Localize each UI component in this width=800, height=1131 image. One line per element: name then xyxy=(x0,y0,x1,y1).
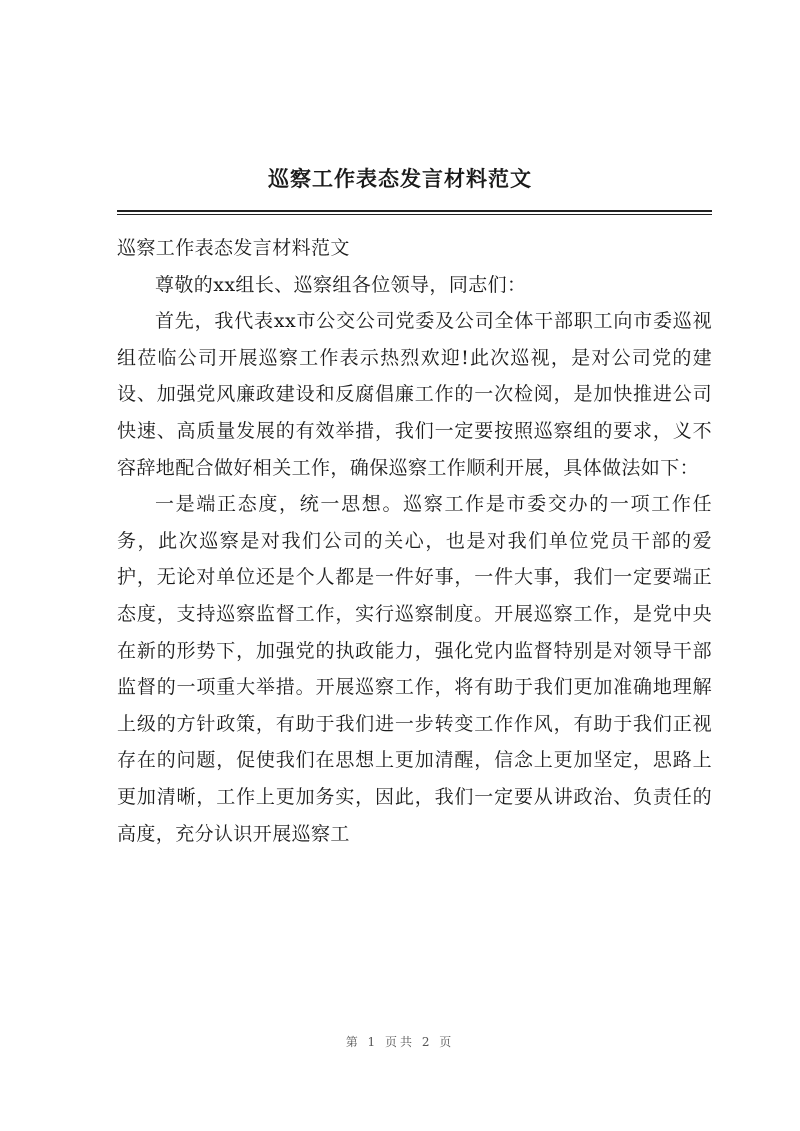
salutation: 尊敬的xx组长、巡察组各位领导，同志们： xyxy=(155,273,527,296)
paragraph-point-one: 一是端正态度，统一思想。巡察工作是市委交办的一项工作任务，此次巡察是对我们公司的关心，也是对我们单位党员干部的爱护，无论对单位还是个人都是一件好事，一件大事，我们一定要端正态度，支持巡察监督工作，实行巡察制度。开展巡察工作，是党中央在新的形势下，加强党的执政能力，强化党内监督特别是对领导干部监督的一项重大举措。开展巡察工作，将有助于我们更加准确地理解上级的方针政策，有助于我们进一步转变工作作风，有助于我们正视存在的问题，促使我们在思想上更加清醒，信念上更加坚定，思路上更加清晰，工作上更加务实，因此，我们一定要从讲政治、负责任的高度，充分认识开展巡察工 xyxy=(117,493,712,845)
body-heading: 巡察工作表态发言材料范文 xyxy=(117,237,350,259)
page-title: 巡察工作表态发言材料范文 xyxy=(268,166,532,191)
document-body xyxy=(117,230,712,852)
title-divider-thin xyxy=(117,214,712,215)
paragraph-intro: 首先，我代表xx市公交公司党委及公司全体干部职工向市委巡视组莅临公司开展巡察工作表示热烈欢迎!此次巡视，是对公司党的建设、加强党风廉政建设和反腐倡廉工作的一次检阅，是加快推进公司快速、高质量发展的有效举措，我们一定要按照巡察组的要求，义不容辞地配合做好相关工作，确保巡察工作顺利开展，具体做法如下： xyxy=(117,310,712,479)
title-divider xyxy=(117,210,712,212)
page-number-footer: 第 1 页共 2 页 xyxy=(345,1035,455,1049)
